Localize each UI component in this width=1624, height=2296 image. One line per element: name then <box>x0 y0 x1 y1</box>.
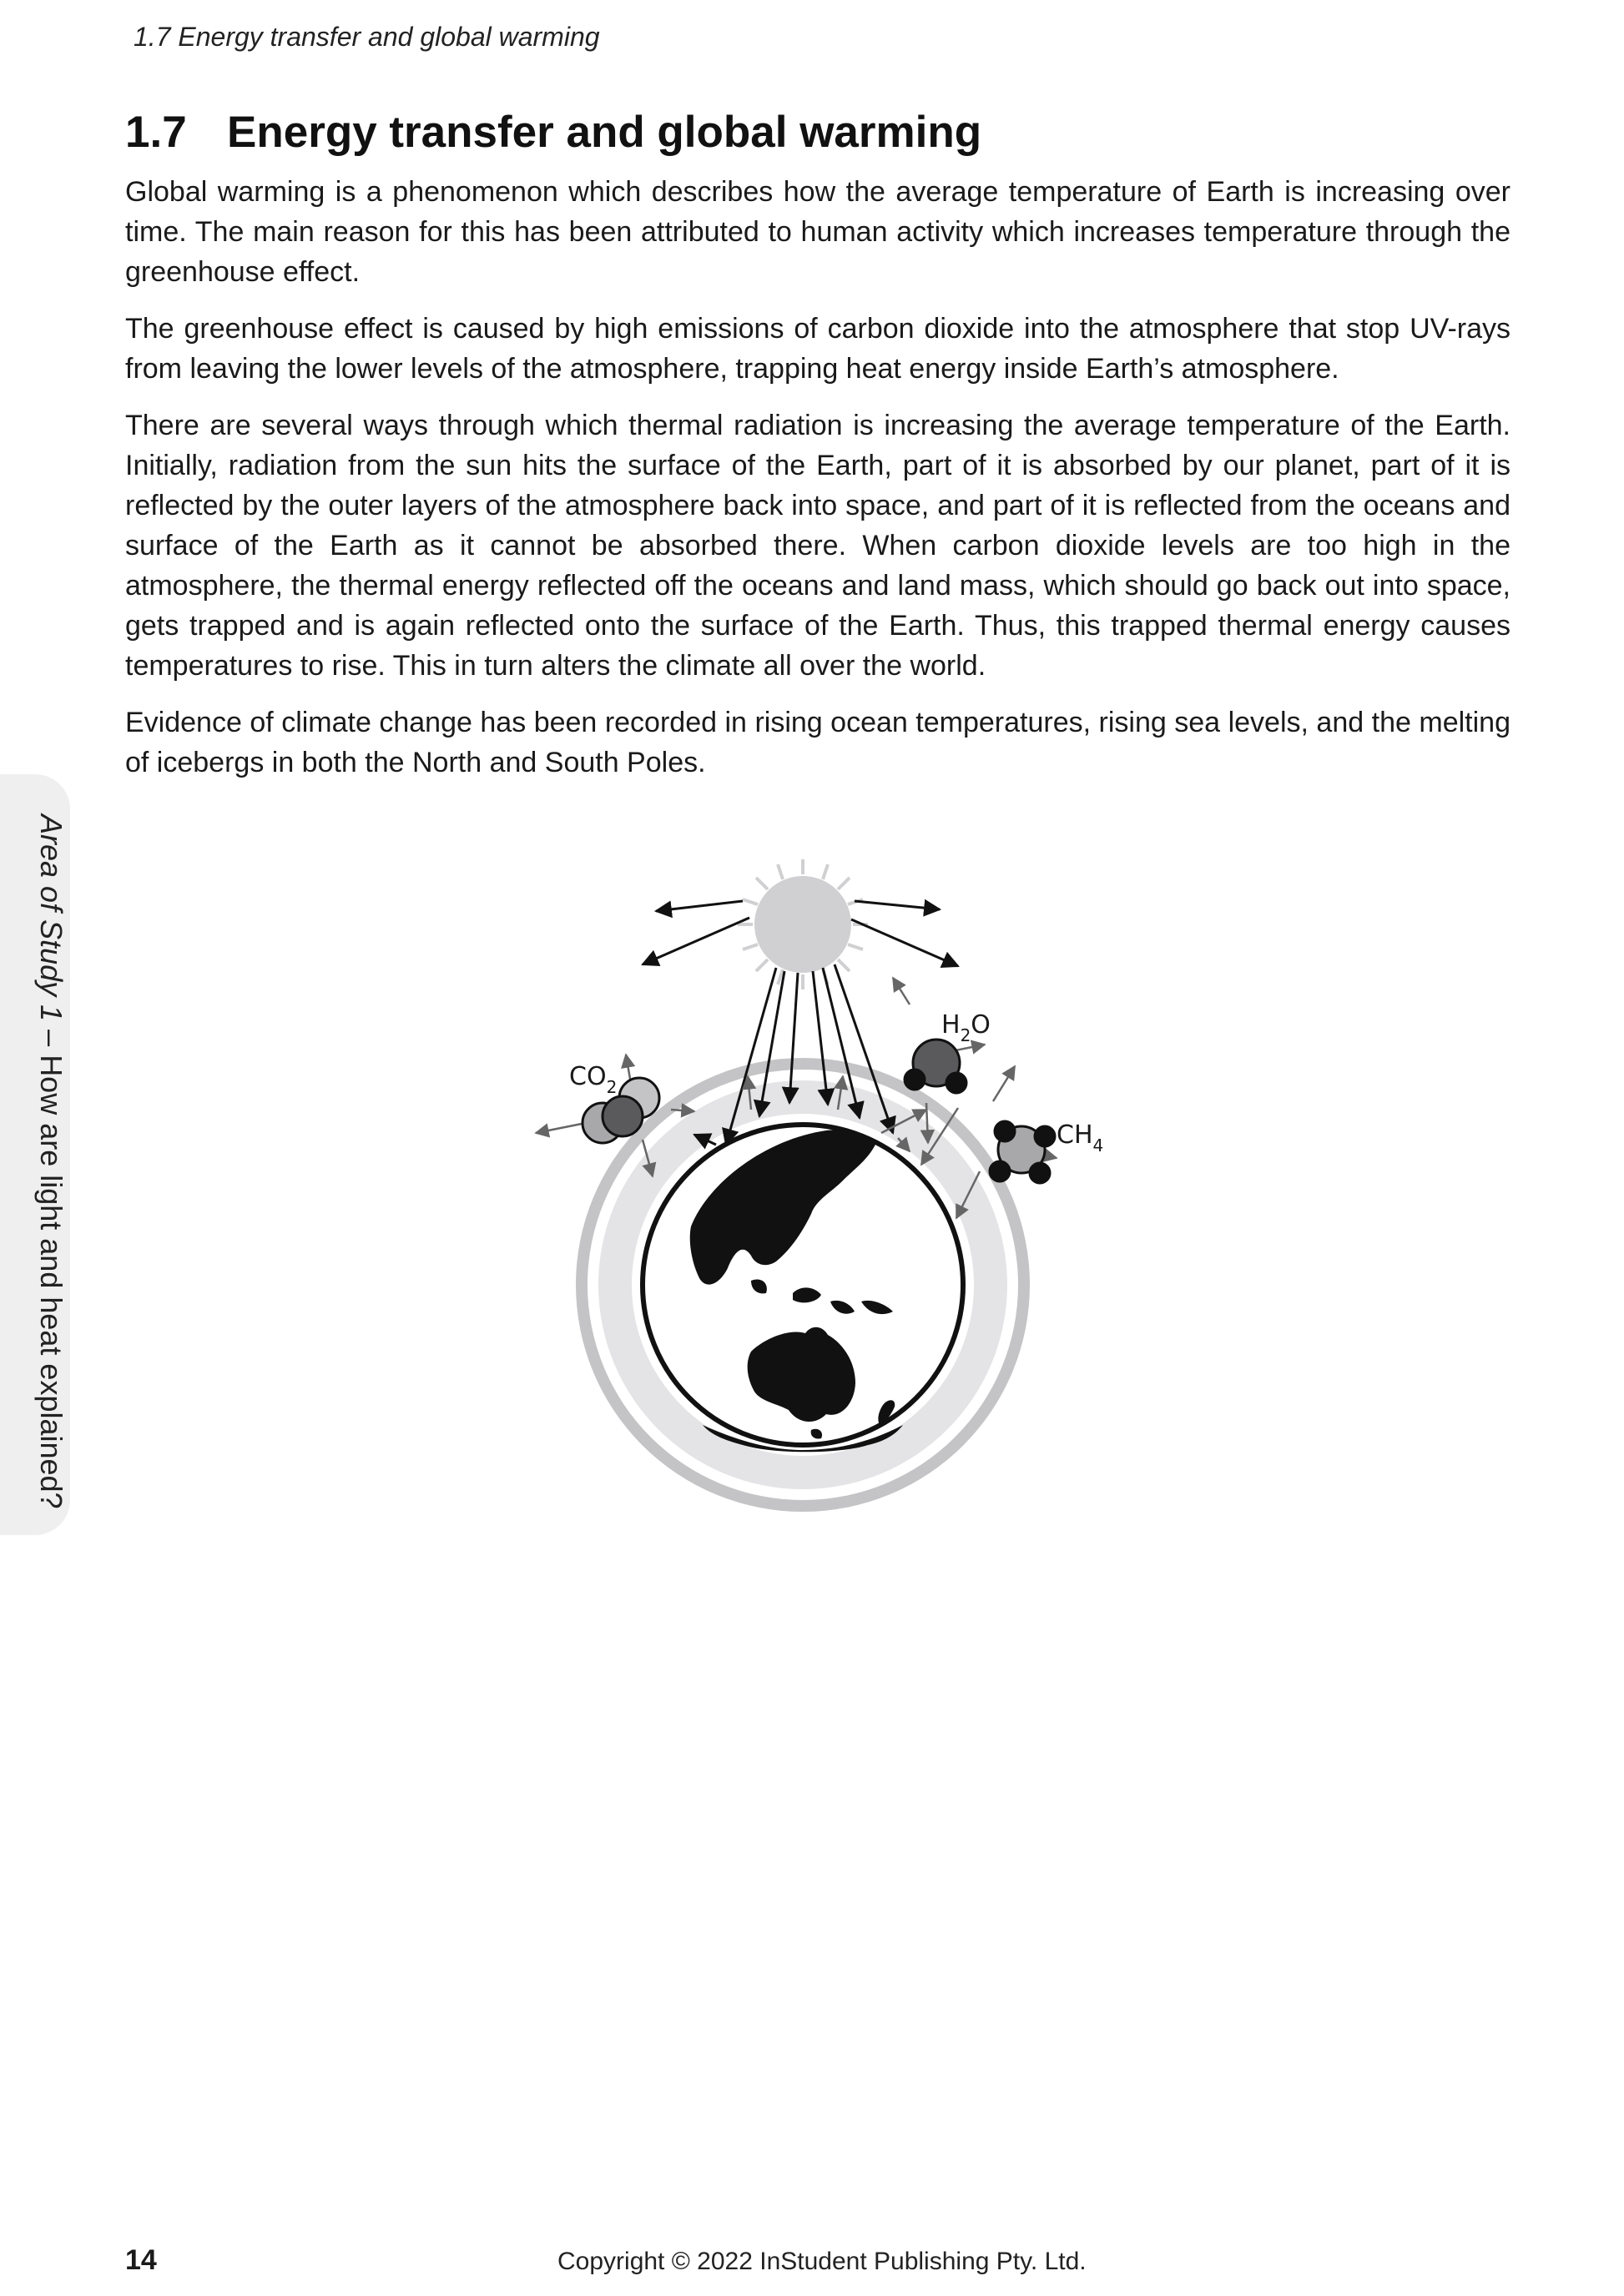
side-tab-dash: – <box>34 1021 68 1055</box>
body-text <box>125 172 1511 799</box>
greenhouse-effect-figure <box>501 801 1135 1535</box>
side-tab-area: Area of Study 1 <box>34 814 68 1022</box>
paragraph: Global warming is a phenomenon which describes how the average temperature of Earth is increasing over time. The main reason for this has been attributed to human activity which increases temperature through the greenhouse effect. <box>125 176 1511 288</box>
side-tab-label <box>33 814 68 1509</box>
paragraph: Evidence of climate change has been recorded in rising ocean temperatures, rising sea levels, and the melting of icebergs in both the North and South Poles. <box>125 707 1511 778</box>
greenhouse-diagram <box>501 801 1135 1535</box>
co2-label: $CO_2$ <box>569 1062 618 1097</box>
sun <box>738 859 868 989</box>
section-title-text: Energy transfer and global warming <box>227 108 982 157</box>
ch4-label: $CH_4$ <box>1057 1120 1104 1156</box>
page-number: 14 <box>125 2244 157 2276</box>
h2o-molecule <box>905 1040 966 1093</box>
copyright-notice: Copyright © 2022 InStudent Publishing Pty. Ltd. <box>557 2248 1087 2275</box>
side-tab-question: How are light and heat explained? <box>34 1055 68 1509</box>
running-header: 1.7 Energy transfer and global warming <box>134 22 600 52</box>
section-title <box>125 107 981 158</box>
h2o-label: $H_2O$ <box>941 1010 991 1045</box>
ch4-molecule <box>990 1121 1055 1183</box>
section-number: 1.7 <box>125 108 187 157</box>
paragraph: The greenhouse effect is caused by high emissions of carbon dioxide into the atmosphere that stop UV-rays from leaving the lower levels of the atmosphere, trapping heat energy inside Earth’s atmosphere. <box>125 313 1511 385</box>
paragraph: There are several ways through which thermal radiation is increasing the average temperature of the Earth. Initially, radiation from the sun hits the surface of the Earth, part of it is absorbed by our planet, part of it is reflected by the outer layers of the atmosphere back into space, and part of it is reflected from the oceans and surface of the Earth as it cannot be absorbed there. When carbon dioxide levels are too high in the atmosphere, the thermal energy reflected off the oceans and land mass, which should go back out into space, gets trapped and is again reflected onto the surface of the Earth. Thus, this trapped thermal energy causes temperatures to rise. This in turn alters the climate all over the world. <box>125 410 1511 682</box>
